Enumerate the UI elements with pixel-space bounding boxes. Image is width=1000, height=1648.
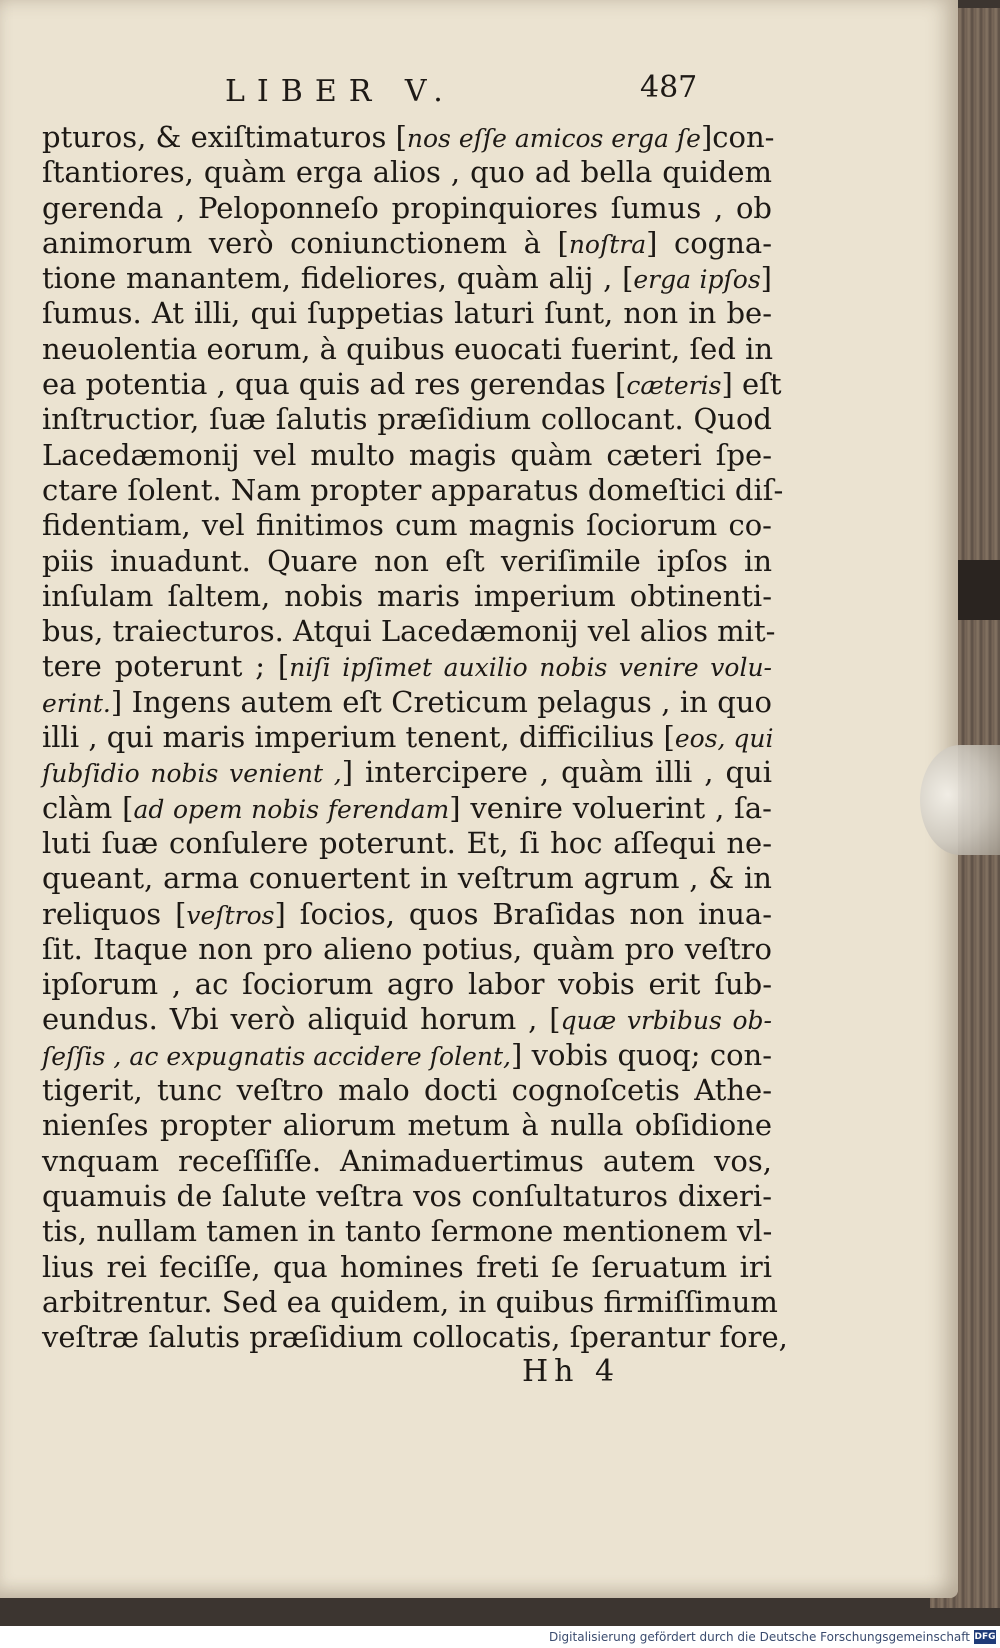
text-line: piis inuadunt. Quare non eſt veriſimile ipſos in: [42, 543, 772, 578]
text-line: pturos, & exiſtimaturos [nos eſſe amicos erga ſe]con-: [42, 120, 775, 154]
page-number: 487: [640, 70, 698, 105]
text-line: veſtræ ſalutis præſidium collocatis, ſperantur fore,: [42, 1320, 788, 1355]
footer-bar: [0, 1626, 1000, 1648]
text-line: erint.] Ingens autem eſt Creticum pelagus , in quo: [42, 684, 772, 719]
text-line: ſumus. At illi, qui ſuppetias laturi ſunt, non in be-: [42, 296, 772, 331]
body-text: [42, 120, 788, 1355]
running-title: LIBER V.: [225, 74, 455, 109]
text-line: luti ſuæ conſulere poterunt. Et, ſi hoc aſſequi ne-: [42, 825, 772, 860]
text-line: ctare ſolent. Nam propter apparatus domeſtici diſ-: [42, 472, 784, 507]
text-line: eundus. Vbi verò aliquid horum , [quæ vrbibus ob-: [42, 1002, 772, 1037]
text-line: ſit. Itaque non pro alieno potius, quàm pro veſtro: [42, 931, 772, 966]
text-line: queant, arma conuertent in veſtrum agrum , & in: [42, 861, 772, 896]
text-line: ſeſſis , ac expugnatis accidere ſolent,] vobis quoq; con-: [42, 1037, 773, 1072]
text-line: inſtructior, ſuæ ſalutis præſidium collocant. Quod: [42, 402, 772, 437]
signature-mark: Hh 4: [522, 1354, 621, 1389]
text-line: tere poterunt ; [niſi ipſimet auxilio nobis venire volu-: [42, 649, 772, 684]
text-line: fidentiam, vel finitimos cum magnis ſociorum co-: [42, 508, 772, 543]
text-line: tigerit, tunc veſtro malo docti cognoſcetis Athe-: [42, 1073, 772, 1108]
text-line: reliquos [veſtros] ſocios, quos Braſidas non inua-: [42, 896, 772, 931]
text-line: illi , qui maris imperium tenent, difficilius [eos, qui: [42, 720, 774, 755]
text-line: ipſorum , ac ſociorum agro labor vobis erit ſub-: [42, 967, 772, 1002]
text-line: arbitrentur. Sed ea quidem, in quibus firmiſſimum: [42, 1284, 778, 1319]
text-line: inſulam ſaltem, nobis maris imperium obtinenti-: [42, 578, 772, 613]
text-line: Lacedæmonij vel multo magis quàm cæteri ſpe-: [42, 437, 772, 472]
text-line: lius rei feciſſe, qua homines freti ſe ſeruatum iri: [42, 1249, 772, 1284]
footer-credit: Digitalisierung gefördert durch die Deutsche Forschungsgemeinschaft: [548, 1630, 970, 1644]
text-line: clàm [ad opem nobis ferendam] venire voluerint , ſa-: [42, 790, 772, 825]
text-line: quamuis de ſalute veſtra vos conſultaturos dixeri-: [42, 1178, 772, 1213]
text-line: animorum verò coniunctionem à [noſtra] cogna-: [42, 225, 772, 260]
page-clip: [920, 745, 1000, 855]
text-line: ſubſidio nobis venient ,] intercipere , quàm illi , qui: [42, 755, 772, 790]
text-line: nienſes propter aliorum metum à nulla obſidione: [42, 1108, 772, 1143]
text-line: neuolentia eorum, à quibus euocati fuerint, ſed in: [42, 331, 774, 366]
text-line: gerenda , Peloponneſo propinquiores ſumus , ob: [42, 190, 772, 225]
dfg-logo: DFG: [974, 1632, 996, 1642]
text-line: bus, traiecturos. Atqui Lacedæmonij vel alios mit-: [42, 614, 776, 649]
running-head: [0, 70, 958, 114]
text-line: tione manantem, fideliores, quàm alij , [erga ipſos]: [42, 261, 772, 296]
text-line: tis, nullam tamen in tanto ſermone mentionem vl-: [42, 1214, 773, 1249]
text-line: vnquam receſſiſſe. Animaduertimus autem vos,: [42, 1143, 772, 1178]
text-line: ſtantiores, quàm erga alios , quo ad bella quidem: [42, 155, 772, 190]
text-line: ea potentia , qua quis ad res gerendas [cæteris] eſt: [42, 367, 782, 402]
